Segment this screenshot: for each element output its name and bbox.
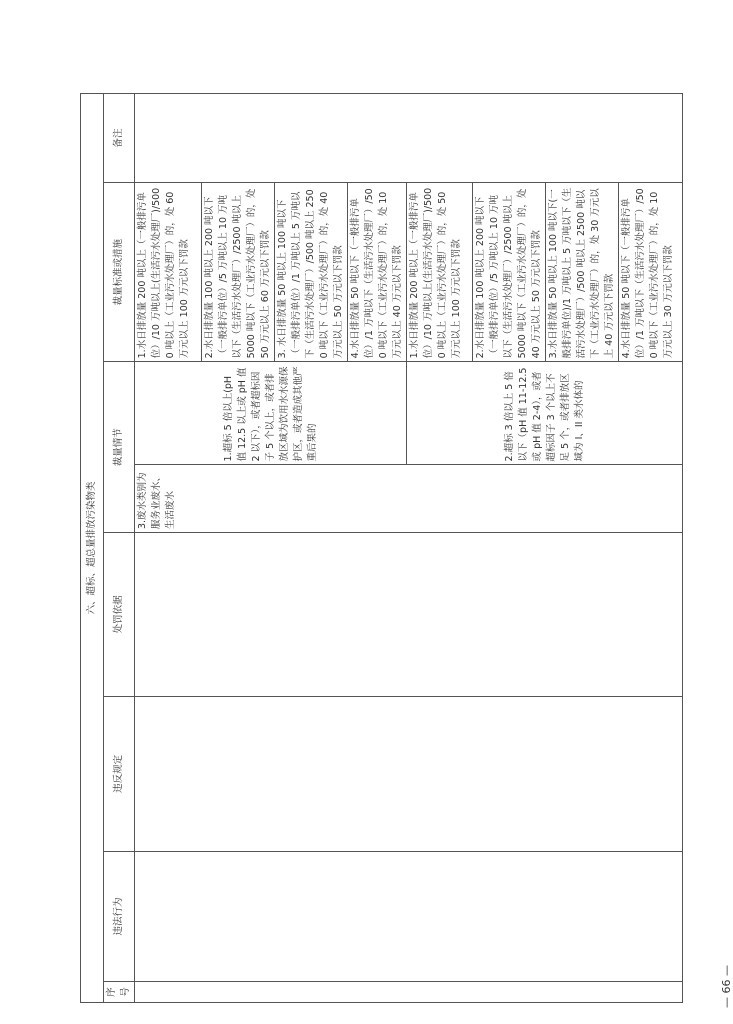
header-standard: 裁量标准或措施 xyxy=(104,183,135,362)
header-seq: 序号 xyxy=(104,981,135,1002)
circumstance-cell: 1.超标 5 倍以上(pH 值 12.5 以上或 pH 值 2 以下），或者超标因子 5 个以上，或者排放区域为饮用水水源保护区，或者造成其他严重后果的 xyxy=(135,362,407,465)
standard-cell: 2.水日排放量 100 吨以上 200 吨以下（一般排污单位）/5 万吨以上 10 万吨以下（生活污水处理厂）/2500 吨以上 5000 吨以下（工业污水处理厂）的，处 40 万元以上 50 万元以下罚款 xyxy=(473,183,546,362)
section-title: 六、超标、超总量排放污染物类 xyxy=(81,94,104,1003)
basis-cell xyxy=(135,533,683,697)
table-header-row xyxy=(104,94,135,1003)
penalty-table xyxy=(80,93,683,1003)
header-regulation: 违反规定 xyxy=(104,696,135,851)
header-behavior: 违法行为 xyxy=(104,852,135,982)
regulation-cell xyxy=(135,696,683,851)
standard-cell: 4.水日排放量 50 吨以下（一般排污单位）/1 万吨以下（生活污水处理厂）/500 吨以下（工业污水处理厂）的，处 10 万元以上 40 万元以下罚款 xyxy=(348,183,407,362)
header-circumstance: 裁量情节 xyxy=(104,362,135,533)
category-cell: 3.废水类别为服务业废水、生活废水 xyxy=(135,465,683,533)
standard-cell: 1.水日排放量 200 吨以上（一般排污单位）/10 万吨以上(生活污水处理厂)/5000 吨以上（工业污水处理厂）的，处 50 万元以上 100 万元以下罚款 xyxy=(407,183,473,362)
header-remark: 备注 xyxy=(104,94,135,183)
seq-cell xyxy=(135,981,683,1002)
header-basis: 处罚依据 xyxy=(104,533,135,697)
standard-cell: 4.水日排放量 50 吨以下（一般排污单位）/1 万吨以下（生活污水处理厂）/500 吨以下（工业污水处理厂）的，处 10 万元以上 30 万元以下罚款 xyxy=(619,183,683,362)
standard-cell: 3.水日排放量 50 吨以上 100 吨以下(一般排污单位)/1 万吨以上 5 万吨以下（生活污水处理厂）/500 吨以上 2500 吨以下（工业污水处理厂）的，处 30 万元以上 40 万元以下罚款 xyxy=(546,183,619,362)
standard-cell: 2.水日排放量 100 吨以上 200 吨以下（一般排污单位）/5 万吨以上 10 万吨以下（生活污水处理厂）/2500 吨以上 5000 吨以下（工业污水处理厂）的，处 50 万元以上 60 万元以下罚款 xyxy=(202,183,275,362)
table-row xyxy=(135,94,202,1003)
standard-cell: 3. 水日排放量 50 吨以上 100 吨以下（一般排污单位）/1 万吨以上 5 万吨以下（生活污水处理厂）/500 吨以上 2500 吨以下（工业污水处理厂）的，处 40 万元以上 50 万元以下罚款 xyxy=(275,183,348,362)
rotated-table-page xyxy=(80,93,733,1008)
standard-cell: 1.水日排放量 200 吨以上（一般排污单位）/10 万吨以上(生活污水处理厂)/5000 吨以上（工业污水处理厂）的，处 60 万元以上 100 万元以下罚款 xyxy=(135,183,202,362)
circumstance-cell: 2.超标 3 倍以上 5 倍以下（pH 值 11-12.5 或 pH 值 2-4），或者超标因子 3 个以上不足 5 个，或者排放区域为 I、II 类水体的 xyxy=(407,362,683,465)
behavior-cell xyxy=(135,852,683,982)
remark-cell xyxy=(135,94,683,183)
page-number: — 66 — xyxy=(720,965,733,1008)
